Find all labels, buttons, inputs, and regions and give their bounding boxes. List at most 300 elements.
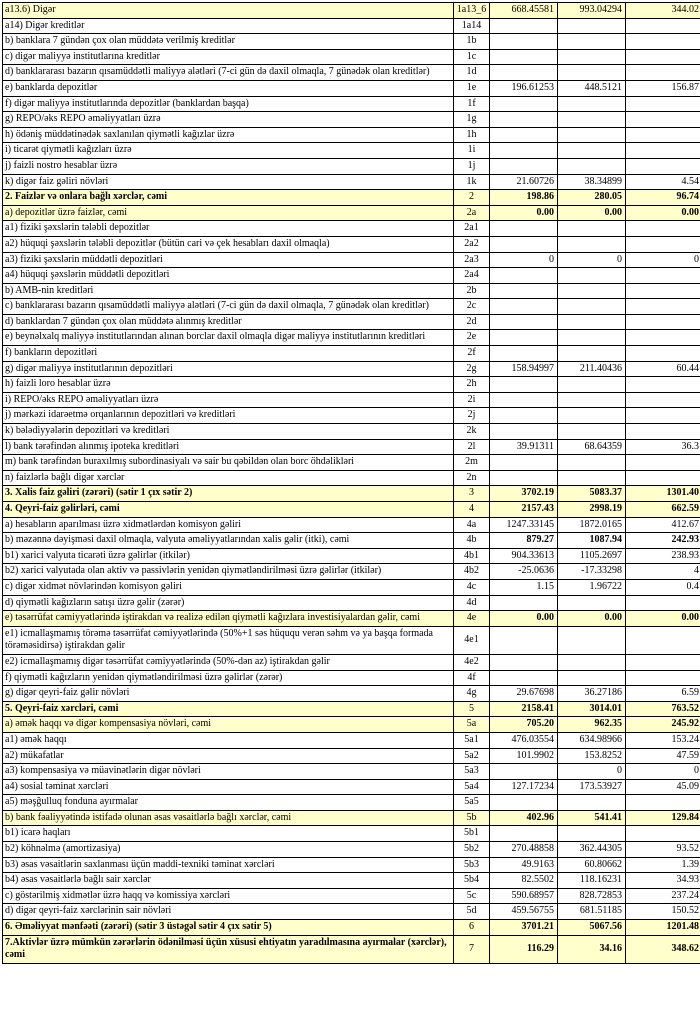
row-code-cell: 4 <box>454 502 490 518</box>
value-cell-col2 <box>558 112 626 128</box>
table-row <box>3 314 700 330</box>
value-cell-col1: 49.9163 <box>490 857 558 873</box>
value-cell-col1 <box>490 408 558 424</box>
value-cell-col3: 1.39 <box>626 857 700 873</box>
value-cell-col3 <box>626 127 700 143</box>
value-cell-col1: 158.94997 <box>490 361 558 377</box>
value-cell-col2 <box>558 455 626 471</box>
value-cell-col1 <box>490 268 558 284</box>
row-label-cell: b) bank fəaliyyətində istifadə olunan əsas vəsaitlərlə bağlı xərclər, cəmi <box>3 810 454 826</box>
value-cell-col2 <box>558 670 626 686</box>
table-row <box>3 748 700 764</box>
row-label-cell: f) digər maliyyə institutlarında depozitlər (banklardan başqa) <box>3 96 454 112</box>
table-row <box>3 455 700 471</box>
table-row <box>3 486 700 502</box>
value-cell-col2: 2998.19 <box>558 502 626 518</box>
row-label-cell: e) beynəlxalq maliyyə institutlarından alınan borclar daxil olmaqla digər maliyyə institutlarının kreditləri <box>3 330 454 346</box>
value-cell-col3: 47.59 <box>626 748 700 764</box>
value-cell-col3 <box>626 221 700 237</box>
row-label-cell: a5) məşğulluq fonduna ayırmalar <box>3 795 454 811</box>
table-row <box>3 127 700 143</box>
value-cell-col3 <box>626 299 700 315</box>
value-cell-col2 <box>558 283 626 299</box>
value-cell-col2: 1105.2697 <box>558 548 626 564</box>
value-cell-col2 <box>558 795 626 811</box>
value-cell-col1 <box>490 236 558 252</box>
row-code-cell: 5c <box>454 888 490 904</box>
row-code-cell: 5a2 <box>454 748 490 764</box>
value-cell-col3 <box>626 330 700 346</box>
value-cell-col3 <box>626 826 700 842</box>
value-cell-col1: 476.03554 <box>490 732 558 748</box>
row-label-cell: b3) əsas vəsaitlərin saxlanması üçün maddi-texniki təminat xərcləri <box>3 857 454 873</box>
value-cell-col2: 211.40436 <box>558 361 626 377</box>
value-cell-col2: 362.44305 <box>558 842 626 858</box>
value-cell-col3: 45.09 <box>626 779 700 795</box>
row-code-cell: 1i <box>454 143 490 159</box>
value-cell-col1 <box>490 424 558 440</box>
table-row <box>3 424 700 440</box>
value-cell-col1 <box>490 654 558 670</box>
value-cell-col1 <box>490 127 558 143</box>
value-cell-col3 <box>626 670 700 686</box>
row-code-cell: 2a4 <box>454 268 490 284</box>
row-code-cell: 2d <box>454 314 490 330</box>
row-label-cell: a) hesabların aparılması üzrə xidmətlərdən komisyon gəliri <box>3 517 454 533</box>
row-label-cell: d) banklardan 7 gündən çox olan müddətə alınmış kreditlər <box>3 314 454 330</box>
value-cell-col2: 1.96722 <box>558 579 626 595</box>
row-code-cell: 5b <box>454 810 490 826</box>
value-cell-col2: 118.16231 <box>558 873 626 889</box>
row-label-cell: c) digər maliyyə institutlarına kreditlər <box>3 49 454 65</box>
row-code-cell: 4e2 <box>454 654 490 670</box>
value-cell-col2: 280.05 <box>558 190 626 206</box>
row-code-cell: 2l <box>454 439 490 455</box>
value-cell-col2 <box>558 330 626 346</box>
value-cell-col2 <box>558 377 626 393</box>
value-cell-col1 <box>490 470 558 486</box>
value-cell-col3 <box>626 49 700 65</box>
row-code-cell: 4f <box>454 670 490 686</box>
value-cell-col1 <box>490 65 558 81</box>
value-cell-col3: 36.3 <box>626 439 700 455</box>
row-code-cell: 5b4 <box>454 873 490 889</box>
row-label-cell: a2) hüquqi şəxslərin tələbli depozitlər (bütün cari və çek hesabları daxil olmaqla) <box>3 236 454 252</box>
value-cell-col1 <box>490 34 558 50</box>
row-code-cell: 1b <box>454 34 490 50</box>
value-cell-col3 <box>626 314 700 330</box>
value-cell-col3 <box>626 346 700 362</box>
value-cell-col2 <box>558 143 626 159</box>
value-cell-col3 <box>626 268 700 284</box>
row-code-cell: 2i <box>454 392 490 408</box>
value-cell-col2: 0 <box>558 764 626 780</box>
row-label-cell: k) digər faiz gəliri növləri <box>3 174 454 190</box>
value-cell-col2: 1087.94 <box>558 533 626 549</box>
value-cell-col1: 1247.33145 <box>490 517 558 533</box>
table-row <box>3 361 700 377</box>
table-row <box>3 80 700 96</box>
value-cell-col2: 634.98966 <box>558 732 626 748</box>
value-cell-col1 <box>490 143 558 159</box>
table-body <box>3 3 700 964</box>
table-row <box>3 670 700 686</box>
row-code-cell: 2a <box>454 205 490 221</box>
value-cell-col3: 242.93 <box>626 533 700 549</box>
row-code-cell: 5a <box>454 717 490 733</box>
row-label-cell: b2) xarici valyutada olan aktiv və passivlərin yenidən qiymətləndirilməsi üzrə gəlirlər (itkilər) <box>3 564 454 580</box>
row-label-cell: b) məzənnə dəyişməsi daxil olmaqla, valyuta əməliyyatlarından xalis gəlir (itki), cəmi <box>3 533 454 549</box>
row-code-cell: 2m <box>454 455 490 471</box>
value-cell-col3: 4 <box>626 564 700 580</box>
row-code-cell: 2a3 <box>454 252 490 268</box>
row-label-cell: l) bank tərəfindən alınmış ipoteka kreditləri <box>3 439 454 455</box>
row-label-cell: b1) icarə haqları <box>3 826 454 842</box>
table-row <box>3 34 700 50</box>
value-cell-col1 <box>490 314 558 330</box>
value-cell-col3: 150.52 <box>626 904 700 920</box>
table-row <box>3 283 700 299</box>
row-code-cell: 1f <box>454 96 490 112</box>
row-label-cell: n) faizlərlə bağlı digər xərclər <box>3 470 454 486</box>
value-cell-col3 <box>626 392 700 408</box>
value-cell-col1 <box>490 595 558 611</box>
value-cell-col3 <box>626 424 700 440</box>
table-row <box>3 904 700 920</box>
value-cell-col1 <box>490 455 558 471</box>
value-cell-col2: 34.16 <box>558 935 626 963</box>
row-code-cell: 4e1 <box>454 626 490 654</box>
value-cell-col3 <box>626 236 700 252</box>
value-cell-col2 <box>558 314 626 330</box>
row-code-cell: 4a <box>454 517 490 533</box>
table-row <box>3 654 700 670</box>
value-cell-col3 <box>626 96 700 112</box>
row-code-cell: 2a1 <box>454 221 490 237</box>
value-cell-col3: 344.02 <box>626 3 700 19</box>
value-cell-col1: 196.61253 <box>490 80 558 96</box>
value-cell-col2: 448.5121 <box>558 80 626 96</box>
value-cell-col3: 412.67 <box>626 517 700 533</box>
row-label-cell: 3. Xalis faiz gəliri (zərəri) (sətir 1 çıx sətir 2) <box>3 486 454 502</box>
value-cell-col3: 0.00 <box>626 205 700 221</box>
value-cell-col3: 763.52 <box>626 701 700 717</box>
row-label-cell: e) təsərrüfat cəmiyyətlərində iştirakdan və realizə edilən qiymətli kağızlara investisiyalardan gəlir, cəmi <box>3 611 454 627</box>
value-cell-col2 <box>558 392 626 408</box>
value-cell-col3: 662.59 <box>626 502 700 518</box>
value-cell-col2 <box>558 49 626 65</box>
row-code-cell: 1c <box>454 49 490 65</box>
table-row <box>3 732 700 748</box>
value-cell-col3: 34.93 <box>626 873 700 889</box>
row-label-cell: d) digər qeyri-faiz xərclərinin sair növləri <box>3 904 454 920</box>
row-code-cell: 5b1 <box>454 826 490 842</box>
value-cell-col2: 68.64359 <box>558 439 626 455</box>
row-label-cell: a13.6) Digər <box>3 3 454 19</box>
value-cell-col3: 0 <box>626 764 700 780</box>
value-cell-col2 <box>558 424 626 440</box>
value-cell-col2 <box>558 626 626 654</box>
value-cell-col3 <box>626 18 700 34</box>
value-cell-col1: 0 <box>490 252 558 268</box>
table-row <box>3 470 700 486</box>
table-row <box>3 626 700 654</box>
table-row <box>3 564 700 580</box>
value-cell-col1: 2157.43 <box>490 502 558 518</box>
value-cell-col1: 21.60726 <box>490 174 558 190</box>
value-cell-col2: 173.53927 <box>558 779 626 795</box>
value-cell-col3: 0 <box>626 252 700 268</box>
value-cell-col1 <box>490 795 558 811</box>
value-cell-col1: 0.00 <box>490 205 558 221</box>
row-label-cell: c) göstərilmiş xidmətlər üzrə haqq və komissiya xərcləri <box>3 888 454 904</box>
value-cell-col1 <box>490 764 558 780</box>
row-label-cell: e2) icmallaşmamış digər təsərrüfat cəmiyyətlərində (50%-dən az) iştirakdan gəlir <box>3 654 454 670</box>
value-cell-col2 <box>558 268 626 284</box>
table-row <box>3 18 700 34</box>
row-code-cell: 5b2 <box>454 842 490 858</box>
row-label-cell: 4. Qeyri-faiz gəlirləri, cəmi <box>3 502 454 518</box>
row-code-cell: 2b <box>454 283 490 299</box>
value-cell-col3: 348.62 <box>626 935 700 963</box>
value-cell-col1: -25.0636 <box>490 564 558 580</box>
row-label-cell: a1) əmək haqqı <box>3 732 454 748</box>
row-label-cell: 2. Faizlər və onlara bağlı xərclər, cəmi <box>3 190 454 206</box>
row-label-cell: a1) fiziki şəxslərin tələbli depozitlər <box>3 221 454 237</box>
row-label-cell: a4) sosial təminat xərcləri <box>3 779 454 795</box>
value-cell-col2: 38.34899 <box>558 174 626 190</box>
row-label-cell: c) digər xidmət növlərindən komisyon gəliri <box>3 579 454 595</box>
table-row <box>3 49 700 65</box>
value-cell-col1: 29.67698 <box>490 686 558 702</box>
value-cell-col1: 590.68957 <box>490 888 558 904</box>
value-cell-col1: 82.5502 <box>490 873 558 889</box>
row-code-cell: 2g <box>454 361 490 377</box>
value-cell-col1 <box>490 826 558 842</box>
value-cell-col2: 60.80662 <box>558 857 626 873</box>
table-row <box>3 268 700 284</box>
value-cell-col1 <box>490 112 558 128</box>
row-code-cell: 1h <box>454 127 490 143</box>
row-label-cell: b) banklara 7 gündən çox olan müddətə verilmiş kreditlər <box>3 34 454 50</box>
value-cell-col3: 60.44 <box>626 361 700 377</box>
value-cell-col2: -17.33298 <box>558 564 626 580</box>
row-label-cell: b1) xarici valyuta ticarəti üzrə gəlirlər (itkilər) <box>3 548 454 564</box>
value-cell-col2: 0.00 <box>558 205 626 221</box>
value-cell-col3: 1301.40 <box>626 486 700 502</box>
value-cell-col2 <box>558 299 626 315</box>
value-cell-col3: 0.00 <box>626 611 700 627</box>
row-code-cell: 6 <box>454 920 490 936</box>
value-cell-col3 <box>626 158 700 174</box>
value-cell-col2: 0 <box>558 252 626 268</box>
value-cell-col1 <box>490 626 558 654</box>
value-cell-col3: 156.87 <box>626 80 700 96</box>
value-cell-col1: 270.48858 <box>490 842 558 858</box>
value-cell-col2 <box>558 470 626 486</box>
row-label-cell: 6. Əməliyyat mənfəəti (zərəri) (sətir 3 üstəgəl sətir 4 çıx sətir 5) <box>3 920 454 936</box>
value-cell-col3: 153.24 <box>626 732 700 748</box>
table-row <box>3 158 700 174</box>
row-label-cell: f) qiymətli kağızların yenidən qiymətləndirilməsi üzrə gəlirlər (zərər) <box>3 670 454 686</box>
value-cell-col1 <box>490 346 558 362</box>
value-cell-col1 <box>490 221 558 237</box>
table-row <box>3 935 700 963</box>
table-row <box>3 408 700 424</box>
value-cell-col3 <box>626 626 700 654</box>
value-cell-col1: 879.27 <box>490 533 558 549</box>
row-label-cell: c) banklararası bazarın qısamüddətli maliyyə alətləri (7-ci gün də daxil olmaqla, 7 günədək olan kreditlər) <box>3 299 454 315</box>
row-code-cell: 4e <box>454 611 490 627</box>
value-cell-col3 <box>626 595 700 611</box>
value-cell-col3 <box>626 470 700 486</box>
value-cell-col1: 3702.19 <box>490 486 558 502</box>
table-row <box>3 764 700 780</box>
value-cell-col2 <box>558 236 626 252</box>
value-cell-col2 <box>558 34 626 50</box>
row-label-cell: a14) Digər kreditlər <box>3 18 454 34</box>
value-cell-col1: 2158.41 <box>490 701 558 717</box>
value-cell-col2: 153.8252 <box>558 748 626 764</box>
table-row <box>3 873 700 889</box>
value-cell-col2: 1872.0165 <box>558 517 626 533</box>
row-code-cell: 5a5 <box>454 795 490 811</box>
value-cell-col3: 238.93 <box>626 548 700 564</box>
table-row <box>3 857 700 873</box>
table-row <box>3 346 700 362</box>
value-cell-col2 <box>558 346 626 362</box>
row-label-cell: d) banklararası bazarın qısamüddətli maliyyə alətləri (7-ci gün də daxil olmaqla, 7 günədək olan kreditlər) <box>3 65 454 81</box>
value-cell-col1: 668.45581 <box>490 3 558 19</box>
value-cell-col3 <box>626 34 700 50</box>
table-row <box>3 795 700 811</box>
row-label-cell: i) ticarət qiymətli kağızları üzrə <box>3 143 454 159</box>
value-cell-col1 <box>490 330 558 346</box>
row-code-cell: 2h <box>454 377 490 393</box>
table-row <box>3 65 700 81</box>
row-code-cell: 2f <box>454 346 490 362</box>
row-label-cell: j) mərkəzi idarəetmə orqanlarının depozitləri və kreditləri <box>3 408 454 424</box>
row-label-cell: g) digər maliyyə institutlarının depozitləri <box>3 361 454 377</box>
table-row <box>3 112 700 128</box>
value-cell-col2: 993.04294 <box>558 3 626 19</box>
row-code-cell: 2e <box>454 330 490 346</box>
row-code-cell: 2j <box>454 408 490 424</box>
row-code-cell: 4b2 <box>454 564 490 580</box>
table-row <box>3 439 700 455</box>
value-cell-col2 <box>558 18 626 34</box>
row-code-cell: 2 <box>454 190 490 206</box>
value-cell-col3 <box>626 654 700 670</box>
value-cell-col1 <box>490 670 558 686</box>
row-label-cell: a) depozitlər üzrə faizlər, cəmi <box>3 205 454 221</box>
table-row <box>3 252 700 268</box>
value-cell-col1: 402.96 <box>490 810 558 826</box>
row-label-cell: b4) əsas vəsaitlərlə bağlı sair xərclər <box>3 873 454 889</box>
value-cell-col1 <box>490 96 558 112</box>
row-label-cell: h) ödəniş müddətinədək saxlanılan qiymətli kağızlar üzrə <box>3 127 454 143</box>
value-cell-col1: 39.91311 <box>490 439 558 455</box>
table-row <box>3 779 700 795</box>
value-cell-col2: 5067.56 <box>558 920 626 936</box>
row-code-cell: 4g <box>454 686 490 702</box>
value-cell-col2 <box>558 408 626 424</box>
value-cell-col2: 962.35 <box>558 717 626 733</box>
value-cell-col1 <box>490 377 558 393</box>
row-label-cell: e1) icmallaşmamış törəmə təsərrüfat cəmiyyətlərində (50%+1 səs hüququ verən səhm və ya başqa formada törəməsidirsə) iştirakdan gəlir <box>3 626 454 654</box>
row-code-cell: 4c <box>454 579 490 595</box>
table-row <box>3 579 700 595</box>
value-cell-col3 <box>626 65 700 81</box>
row-label-cell: k) bələdiyyələrin depozitləri və kreditləri <box>3 424 454 440</box>
value-cell-col1: 1.15 <box>490 579 558 595</box>
table-row <box>3 221 700 237</box>
value-cell-col3 <box>626 112 700 128</box>
value-cell-col3: 245.92 <box>626 717 700 733</box>
value-cell-col2 <box>558 96 626 112</box>
value-cell-col1 <box>490 18 558 34</box>
row-code-cell: 2a2 <box>454 236 490 252</box>
value-cell-col2: 828.72853 <box>558 888 626 904</box>
table-row <box>3 174 700 190</box>
value-cell-col2: 3014.01 <box>558 701 626 717</box>
value-cell-col3 <box>626 377 700 393</box>
row-label-cell: d) qiymətli kağızların satışı üzrə gəlir (zərər) <box>3 595 454 611</box>
value-cell-col3: 0.4 <box>626 579 700 595</box>
row-label-cell: b) AMB-nin kreditləri <box>3 283 454 299</box>
row-code-cell: 1k <box>454 174 490 190</box>
table-row <box>3 3 700 19</box>
value-cell-col1: 0.00 <box>490 611 558 627</box>
value-cell-col3 <box>626 795 700 811</box>
value-cell-col3: 237.24 <box>626 888 700 904</box>
table-row <box>3 299 700 315</box>
row-label-cell: i) REPO/əks REPO əməliyyatları üzrə <box>3 392 454 408</box>
value-cell-col2 <box>558 221 626 237</box>
value-cell-col1 <box>490 49 558 65</box>
value-cell-col3 <box>626 143 700 159</box>
value-cell-col2 <box>558 127 626 143</box>
row-code-cell: 2k <box>454 424 490 440</box>
row-label-cell: a3) kompensasiya və müavinətlərin digər növləri <box>3 764 454 780</box>
table-row <box>3 826 700 842</box>
row-code-cell: 7 <box>454 935 490 963</box>
value-cell-col3: 4.54 <box>626 174 700 190</box>
table-row <box>3 377 700 393</box>
row-code-cell: 1e <box>454 80 490 96</box>
value-cell-col2: 0.00 <box>558 611 626 627</box>
row-label-cell: a4) hüquqi şəxslərin müddətli depozitləri <box>3 268 454 284</box>
row-code-cell: 5a3 <box>454 764 490 780</box>
value-cell-col3 <box>626 455 700 471</box>
income-statement-table <box>2 2 700 964</box>
table-row <box>3 533 700 549</box>
row-code-cell: 5a4 <box>454 779 490 795</box>
row-label-cell: a2) mükafatlar <box>3 748 454 764</box>
row-label-cell: a) əmək haqqı və digər kompensasiya növləri, cəmi <box>3 717 454 733</box>
table-row <box>3 611 700 627</box>
value-cell-col2 <box>558 65 626 81</box>
value-cell-col1: 101.9902 <box>490 748 558 764</box>
table-row <box>3 717 700 733</box>
row-code-cell: 5a1 <box>454 732 490 748</box>
row-code-cell: 1j <box>454 158 490 174</box>
row-label-cell: g) digər qeyri-faiz gəlir növləri <box>3 686 454 702</box>
value-cell-col1: 127.17234 <box>490 779 558 795</box>
value-cell-col3: 96.74 <box>626 190 700 206</box>
table-row <box>3 143 700 159</box>
value-cell-col1 <box>490 158 558 174</box>
